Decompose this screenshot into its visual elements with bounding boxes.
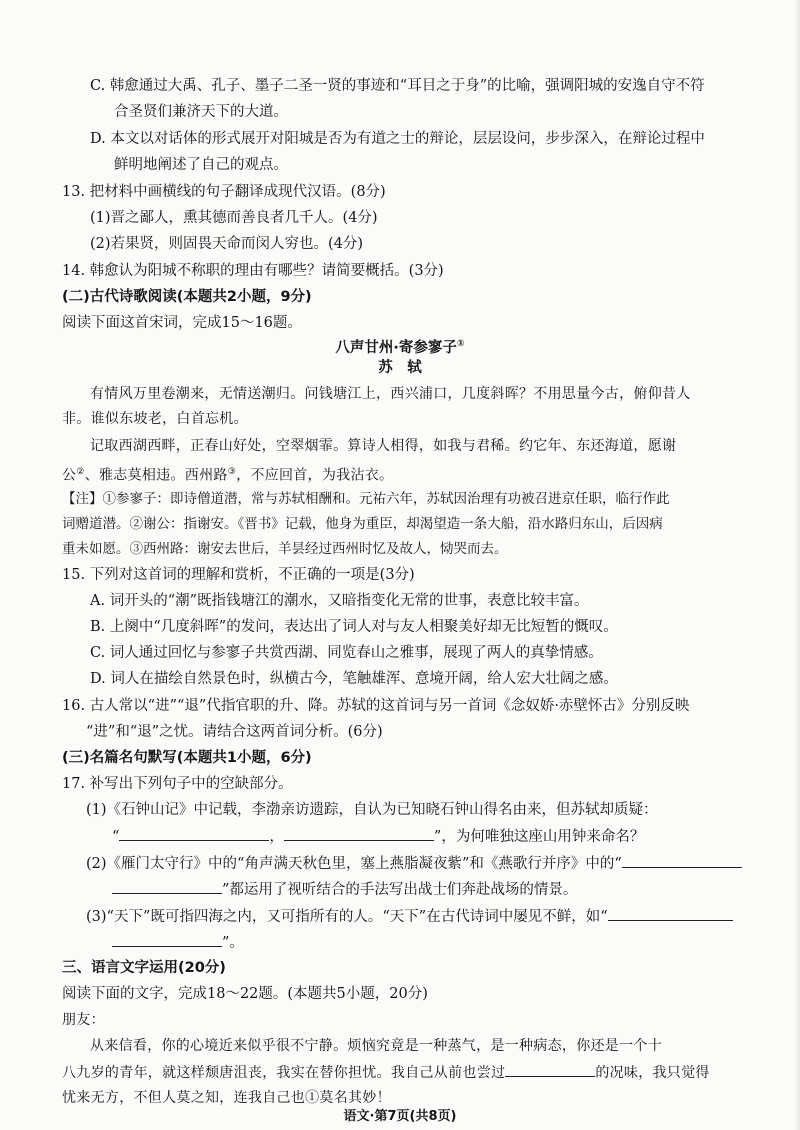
page-footer: 语文·第7页(共8页) [343,1109,457,1124]
fill-blank-1[interactable] [119,825,269,841]
section3-heading: (三)名篇名句默写(本题共1小题，6分) [62,750,312,766]
q15-option-a: A. 词开头的“潮”既指钱塘江的潮水，又暗指变化无常的世事，表意比较丰富。 [90,593,589,609]
q17-part1-line2: “ ， ”，为何唯独这座山用钟来命名？ [112,825,644,848]
q17-part3-line1: (3)“天下”既可指四海之内，又可指所有的人。“天下”在古代诗词中屡见不鲜，如“ [86,905,733,928]
fill-blank-7[interactable] [505,1061,595,1077]
letter-paragraph-line2: 八九岁的青年，就这样颓唐沮丧，我实在替你担忧。我自己从前也尝过 的况味，我只觉得 [62,1061,710,1084]
letter-paragraph-line1: 从来信看，你的心境近来似乎很不宁静。烦恼究竟是一种蒸气，是一种病态，你还是一个十 [90,1038,662,1054]
q12-option-d-line1: D. 本文以对话体的形式展开对阳城是否为有道之士的辩论，层层设问，步步深入，在辩论过程中 [90,131,705,147]
poem-line-1: 有情风万里卷潮来，无情送潮归。问钱塘江上，西兴浦口，几度斜晖？不用思量今古，俯仰昔人 [90,386,691,402]
q15-stem: 15. 下列对这首词的理解和赏析，不正确的一项是(3分) [62,567,415,583]
section2-intro: 阅读下面这首宋词，完成15～16题。 [62,315,302,331]
q17-part3-line2: ”。 [112,931,244,954]
q15-option-d: D. 词人在描绘自然景色时，纵横古今，笔触雄浑、意境开阔，给人宏大壮阔之感。 [90,671,618,687]
poem-note-1: 【注】①参寥子：即诗僧道潜，常与苏轼相酬和。元祐六年，苏轼因治理有功被召进京任职，临行作此 [62,491,670,507]
q16-line-1: 16. 古人常以“进”“退”代指官职的升、降。苏轼的这首词与另一首词《念奴娇·赤壁怀古》分别反映 [62,698,690,714]
q15-option-c: C. 词人通过回忆与参寥子共赏西湖、同览春山之雅事，展现了两人的真挚情感。 [90,645,603,661]
fill-blank-4[interactable] [112,878,222,894]
q16-line-2: “进”和“退”之忧。请结合这两首词分析。(6分) [86,724,383,740]
q15-option-b: B. 上阕中“几度斜晖”的发问，表达出了词人对与友人相聚美好却无比短暂的慨叹。 [90,619,618,635]
q12-option-d-line2: 鲜明地阐述了自己的观点。 [114,157,288,173]
letter-greeting: 朋友： [62,1012,105,1028]
q12-option-c-line2: 合圣贤们兼济天下的大道。 [114,104,288,120]
q13-sentence-2: (2)若果贤，则固畏天命而闵人穷也。(4分) [90,236,364,252]
poem-author: 苏 轼 [378,360,422,376]
poem-title: 八声甘州·寄参寥子① [335,339,465,356]
q17-part2-line2: ”都运用了视听结合的手法写出战士们奔赴战场的情景。 [112,878,577,901]
q13-sentence-1: (1)晋之鄙人，熏其德而善良者几千人。(4分) [90,210,378,226]
poem-line-4: 公②、雅志莫相违。西州路③，不应回首，为我沾衣。 [62,467,394,484]
fill-blank-6[interactable] [112,931,222,947]
q17-part1-line1: (1)《石钟山记》中记载，李渤亲访遗踪，自认为已知晓石钟山得名由来，但苏轼却质疑： [86,802,658,818]
q17-part2-line1: (2)《雁门太守行》中的“角声满天秋色里，塞上燕脂凝夜紫”和《燕歌行并序》中的“ [86,852,742,875]
q12-option-c-line1: C. 韩愈通过大禹、孔子、墨子二圣一贤的事迹和“耳目之于身”的比喻，强调阳城的安逸自守不符 [90,78,705,94]
poem-line-3: 记取西湖西畔，正春山好处，空翠烟霏。算诗人相得，如我与君稀。约它年、东还海道，愿谢 [90,438,677,454]
fill-blank-3[interactable] [622,852,742,868]
part3-heading: 三、语言文字运用(20分) [62,960,226,976]
fill-blank-2[interactable] [284,825,434,841]
letter-paragraph-line3: 忧来无方，不但人莫之知，连我自己也①莫名其妙！ [62,1090,391,1106]
poem-note-3: 重未如愿。③西州路：谢安去世后，羊昙经过西州时忆及故人，恸哭而去。 [62,541,508,557]
poem-line-2: 非。谁似东坡老，白首忘机。 [62,411,248,427]
q14-stem: 14. 韩愈认为阳城不称职的理由有哪些？请简要概括。(3分) [62,263,444,279]
scan-shadow [794,0,800,1130]
fill-blank-5[interactable] [608,905,733,921]
poem-note-2: 词赠道潜。②谢公：指谢安。《晋书》记载，他身为重臣，却渴望造一条大船，沿水路归东山，后因病 [62,516,663,532]
q13-stem: 13. 把材料中画横线的句子翻译成现代汉语。(8分) [62,184,386,200]
q17-stem: 17. 补写出下列句子中的空缺部分。 [62,776,293,792]
part3-intro: 阅读下面的文字，完成18～22题。(本题共5小题，20分) [62,986,428,1002]
section2-heading: (二)古代诗歌阅读(本题共2小题，9分) [62,289,312,305]
